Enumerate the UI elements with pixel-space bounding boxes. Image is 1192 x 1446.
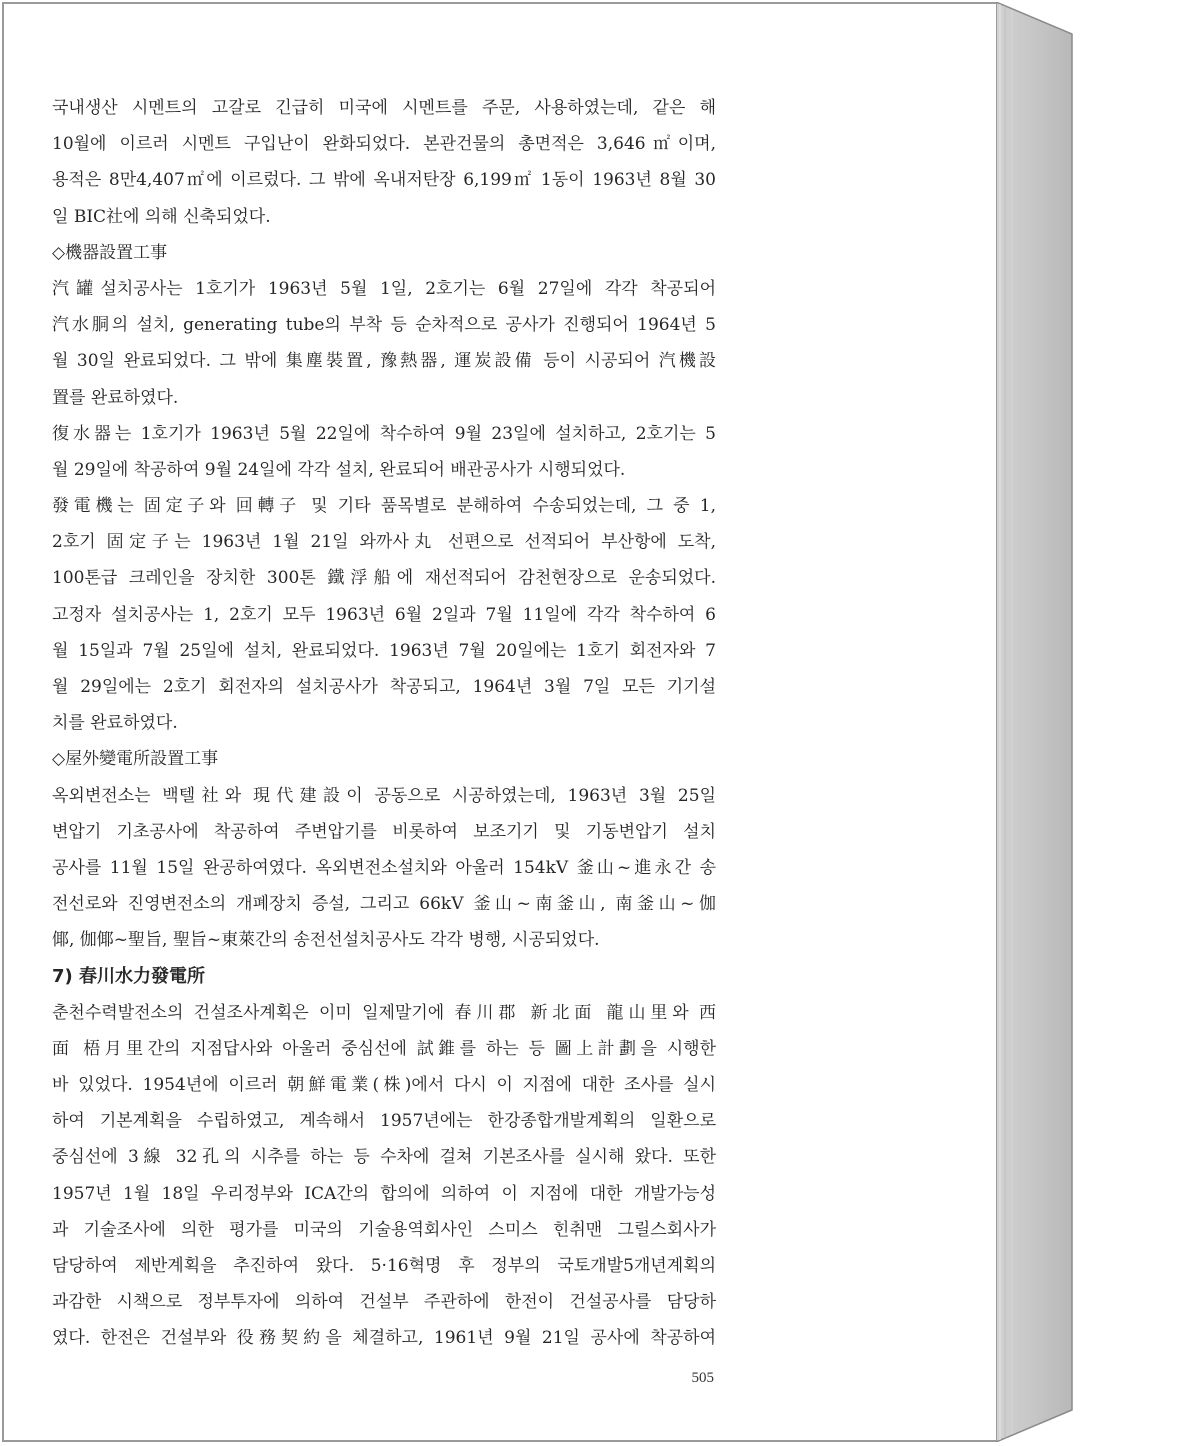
text-line: 汽水胴의 설치, generating tube의 부착 등 순차적으로 공사가 진행되어 1964년 5 — [52, 315, 716, 336]
text-line: 汽罐설치공사는 1호기가 1963년 5월 1일, 2호기는 6월 27일에 각각 착공되어 — [52, 278, 716, 299]
book-page-edge — [996, 2, 1076, 1442]
text-line: 월 30일 완료되었다. 그 밖에 集塵裝置, 豫熱器, 運炭設備 등이 시공되어 汽機設 — [52, 351, 716, 372]
text-line: 였다. 한전은 건설부와 役務契約을 체결하고, 1961년 9월 21일 공사에 착공하여 — [52, 1328, 716, 1349]
text-line: 과감한 시책으로 정부투자에 의하여 건설부 주관하에 한전이 건설공사를 담당하 — [52, 1292, 716, 1313]
text-line: 전선로와 진영변전소의 개폐장치 증설, 그리고 66kV 釜山~南釜山, 南釜山~伽 — [52, 894, 716, 915]
text-line: 置를 완료하였다. — [52, 387, 179, 408]
document-page — [2, 2, 996, 1442]
text-line: 發電機는 固定子와 回轉子 및 기타 품목별로 분해하여 수송되었는데, 그 중 1, — [52, 496, 716, 517]
text-line: 공사를 11월 15일 완공하여였다. 옥외변전소설치와 아울러 154kV 釜山~進永간 송 — [52, 857, 716, 878]
text-line: 옥외변전소는 백텔社와 現代建設이 공동으로 시공하였는데, 1963년 3월 25일 — [52, 785, 716, 806]
text-line: 월 29일에는 2호기 회전자의 설치공사가 착공되고, 1964년 3월 7일 모든 기기설 — [52, 677, 716, 697]
subsection-heading: ◇屋外變電所設置工事 — [52, 749, 219, 770]
text-line: 100톤급 크레인을 장치한 300톤 鐵浮船에 재선적되어 감천현장으로 운송되었다. — [52, 568, 716, 589]
body-text — [52, 90, 716, 1357]
text-line: 치를 완료하였다. — [52, 713, 178, 734]
text-line: 용적은 8만4,407㎡에 이르렀다. 그 밖에 옥내저탄장 6,199㎡ 1동이 1963년 8월 30 — [52, 170, 716, 191]
text-line: 고정자 설치공사는 1, 2호기 모두 1963년 6월 2일과 7월 11일에 각각 착수하여 6 — [52, 604, 716, 625]
text-line: 변압기 기초공사에 착공하여 주변압기를 비롯하여 보조기기 및 기동변압기 설치 — [52, 821, 716, 842]
text-line: 10월에 이르러 시멘트 구입난이 완화되었다. 본관건물의 총면적은 3,646㎡이며, — [52, 134, 716, 155]
text-line: 월 29일에 착공하여 9월 24일에 각각 설치, 완료되어 배관공사가 시행되었다. — [52, 459, 626, 480]
text-line: 2호기 固定子는 1963년 1월 21일 와까사丸 선편으로 선적되어 부산항에 도착, — [52, 532, 716, 553]
text-line: 面 梧月里간의 지점답사와 아울러 중심선에 試錐를 하는 등 圖上計劃을 시행한 — [52, 1038, 716, 1059]
text-line: 倻, 伽倻~聖旨, 聖旨~東萊간의 송전선설치공사도 각각 병행, 시공되었다. — [52, 930, 600, 951]
subsection-heading: ◇機器設置工事 — [52, 242, 168, 263]
text-line: 일 BIC社에 의해 신축되었다. — [52, 206, 271, 227]
text-line: 하여 기본계획을 수립하였고, 계속해서 1957년에는 한강종합개발계획의 일환으로 — [52, 1111, 716, 1132]
page-number: 505 — [691, 1370, 714, 1386]
text-line: 춘천수력발전소의 건설조사계획은 이미 일제말기에 春川郡 新北面 龍山里와 西 — [52, 1002, 716, 1023]
text-line: 담당하여 제반계획을 추진하여 왔다. 5·16혁명 후 정부의 국토개발5개년계획의 — [52, 1256, 716, 1276]
text-line: 국내생산 시멘트의 고갈로 긴급히 미국에 시멘트를 주문, 사용하였는데, 같은 해 — [52, 98, 716, 118]
text-line: 중심선에 3線 32孔의 시추를 하는 등 수차에 걸쳐 기본조사를 실시해 왔다. 또한 — [52, 1147, 716, 1168]
text-line: 바 있었다. 1954년에 이르러 朝鮮電業(株)에서 다시 이 지점에 대한 조사를 실시 — [52, 1075, 716, 1096]
text-line: 1957년 1월 18일 우리정부와 ICA간의 합의에 의하여 이 지점에 대한 개발가능성 — [52, 1183, 716, 1204]
text-line: 월 15일과 7월 25일에 설치, 완료되었다. 1963년 7월 20일에는 1호기 회전자와 7 — [52, 640, 716, 661]
section-heading: 7) 春川水力發電所 — [52, 965, 206, 987]
text-line: 과 기술조사에 의한 평가를 미국의 기술용역회사인 스미스 힌취맨 그릴스회사가 — [52, 1219, 716, 1240]
text-line: 復水器는 1호기가 1963년 5월 22일에 착수하여 9월 23일에 설치하고, 2호기는 5 — [52, 423, 716, 444]
